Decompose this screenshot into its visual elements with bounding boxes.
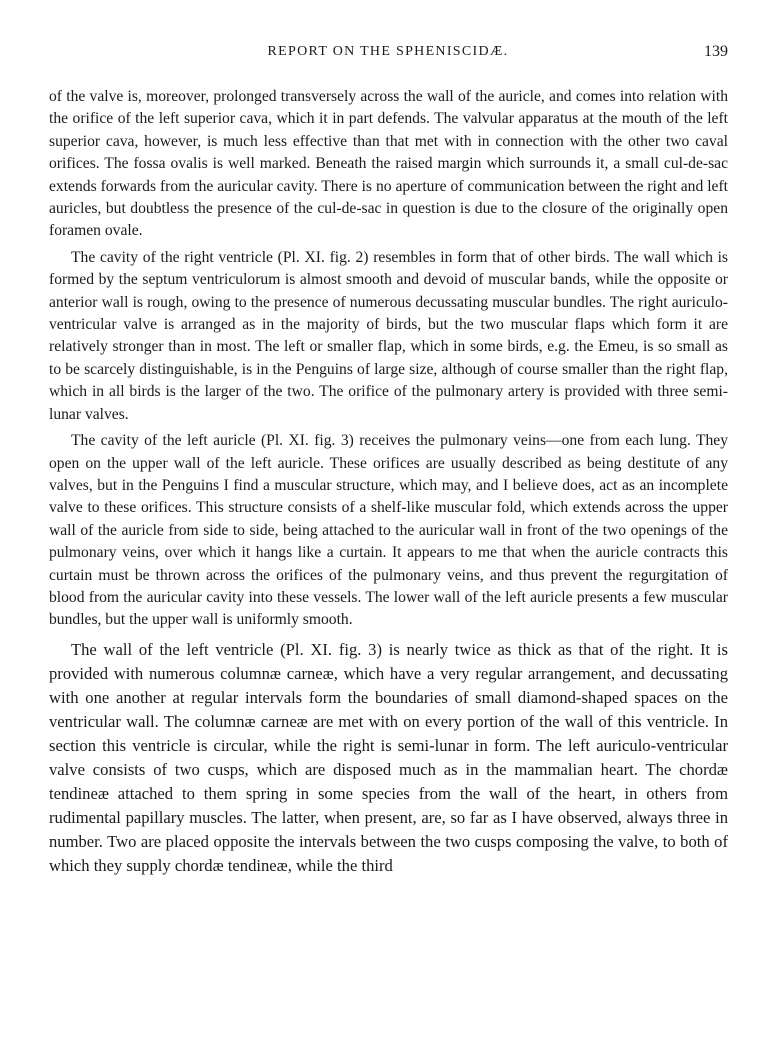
paragraph-2: The cavity of the right ventricle (Pl. XI. fig. 2) resembles in form that of other birds. The wall which is formed by the septum ventriculorum is almost smooth and devoid of muscular bands, while the opposite or anterior wall is rough, owing to the presence of numerous decussating muscular bundles. The right auriculo-ventricular valve is arranged as in the majority of birds, but the two muscular flaps which form it are relatively stronger than in most. The left or smaller flap, which in some birds, e.g. the Emeu, is so small as to be scarcely distinguishable, is in the Penguins of large size, although of course smaller than the right flap, which in all birds is the larger of the two. The orifice of the pulmonary artery is provided with three semi-lunar valves. [49,248,728,423]
body-text [49,86,728,882]
paragraph-3: The cavity of the left auricle (Pl. XI. fig. 3) receives the pulmonary veins—one from each lung. They open on the upper wall of the left auricle. These orifices are usually described as being destitute of any valves, but in the Penguins I find a muscular structure, which may, and I believe does, act as an incomplete valve to these orifices. This structure consists of a shelf-like muscular fold, which extends across the upper wall of the auricle from side to side, being attached to the auricular wall in front of the two openings of the pulmonary veins, over which it hangs like a curtain. It appears to me that when the auricle contracts this curtain must be thrown across the orifices of the pulmonary veins, and thus prevent the regurgitation of blood from the auricular cavity into these vessels. The lower wall of the left auricle presents a few muscular bundles, but the upper wall is uniformly smooth. [49,432,728,629]
running-title: REPORT ON THE SPHENISCIDÆ. [267,44,509,59]
paragraph-4: The wall of the left ventricle (Pl. XI. fig. 3) is nearly twice as thick as that of the right. It is provided with numerous columnæ carneæ, which have a very regular arrangement, and decussating with one another at regular intervals form the boundaries of small diamond-shaped spaces on the ventricular wall. The columnæ carneæ are met with on every portion of the wall of this ventricle. In section this ventricle is circular, while the right is semi-lunar in form. The left auriculo-ventricular valve consists of two cusps, which are disposed much as in the mammalian heart. The chordæ tendineæ attached to them spring in some species from the wall of the heart, in others from rudimental papillary muscles. The latter, when present, are, so far as I have observed, always three in number. Two are placed opposite the intervals between the two cusps composing the valve, to both of which they supply chordæ tendineæ, while the third [49,639,728,875]
page-number: 139 [704,43,728,60]
page-header [48,44,728,66]
paragraph-1: of the valve is, moreover, prolonged transversely across the wall of the auricle, and comes into relation with the orifice of the left superior cava, which it in part defends. The valvular apparatus at the mouth of the left superior cava, however, is much less effective than that met with in connection with the other two caval orifices. The fossa ovalis is well marked. Beneath the raised margin which surrounds it, a small cul-de-sac extends forwards from the auricular cavity. There is no aperture of communication between the right and left auricles, but doubtless the presence of the cul-de-sac in question is due to the closure of the originally open foramen ovale. [49,88,728,240]
